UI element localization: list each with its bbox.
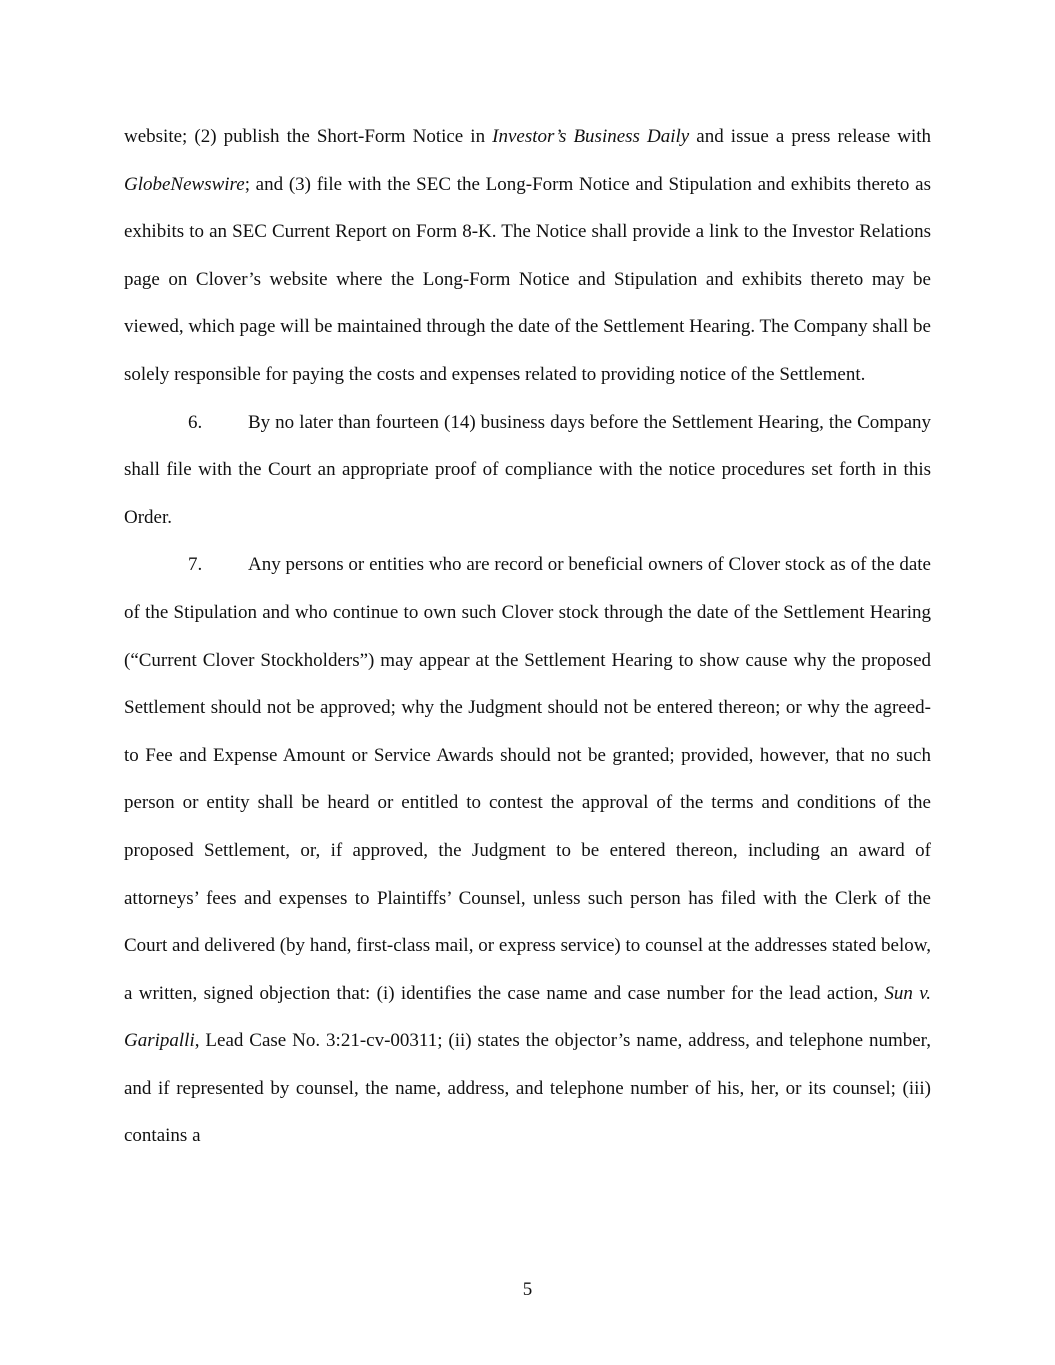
paragraph-text: By no later than fourteen (14) business days before the Settlement Hearing, the Company shall file with the Court an appropriate proof of compliance with the notice procedures set forth in this Order. (124, 411, 931, 528)
paragraph-7: 7. Any persons or entities who are record or beneficial owners of Clover stock as of the date of the Stipulation and who continue to own such Clover stock through the date of the Settlement Hearing (“Current Clover Stockholders”) may appear at the Settlement Hearing to show cause why the proposed Settlement should not be approved; why the Judgment should not be entered thereon; or why the agreed-to Fee and Expense Amount or Service Awards should not be granted; provided, however, that no such person or entity shall be heard or entitled to contest the approval of the terms and conditions of the proposed Settlement, or, if approved, the Judgment to be entered thereon, including an award of attorneys’ fees and expenses to Plaintiffs’ Counsel, unless such person has filed with the Clerk of the Court and delivered (by hand, first-class mail, or express service) to counsel at the addresses stated below, a written, signed objection that: (i) identifies the case name and case number for the lead action, Sun v. Garipalli, Lead Case No. 3:21-cv-00311; (ii) states the objector’s name, address, and telephone number, and if represented by counsel, the name, address, and telephone number of his, her, or its counsel; (iii) contains a (124, 541, 931, 1160)
paragraph-number: 7. (188, 554, 203, 576)
page-number: 5 (522, 1279, 533, 1300)
publication-name-investors-business-daily: Investor’s Business Daily (492, 126, 690, 147)
paragraph-continuation: website; (2) publish the Short-Form Notice in Investor’s Business Daily and issue a press release with GlobeNewswire; and (3) file with the SEC the Long-Form Notice and Stipulation and exhibits thereto as exhibits to an SEC Current Report on Form 8-K. The Notice shall provide a link to the Investor Relations page on Clover’s website where the Long-Form Notice and Stipulation and exhibits thereto may be viewed, which page will be maintained through the date of the Settlement Hearing. The Company shall be solely responsible for paying the costs and expenses related to providing notice of the Settlement. (124, 126, 932, 385)
document-body (124, 113, 931, 1160)
paragraph-number: 6. (188, 411, 203, 433)
publication-name-globenewswire: GlobeNewswire (124, 173, 245, 195)
paragraph-6 (124, 399, 931, 542)
case-name: Sun v. Garipalli (124, 982, 931, 1052)
